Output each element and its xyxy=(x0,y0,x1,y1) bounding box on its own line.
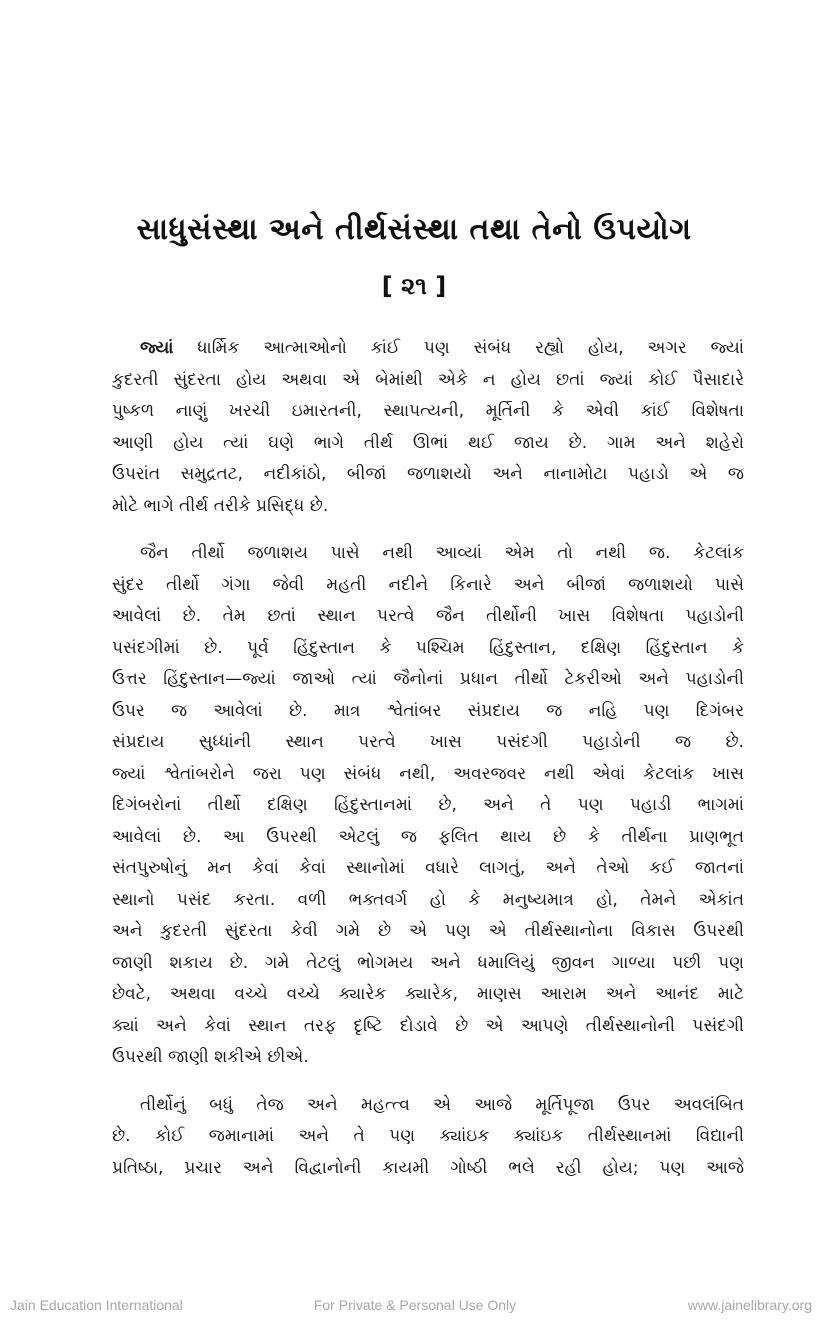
paragraph-3 xyxy=(112,1090,744,1185)
text-line-rest: ધાર્મિક આત્માઓનો કાંઈ પણ સંબંધ રહ્યો હોય, અગર જ્યાં xyxy=(173,338,744,358)
text-line: જાણી શકાય છે. ગમે તેટલું ભોગમય અને ધમાલિયું જીવન ગાળ્યા પછી પણ xyxy=(112,952,744,973)
footer-publisher: Jain Education International xyxy=(10,1297,183,1313)
chapter-number: [ ૨૧ ] xyxy=(381,272,447,300)
text-line: જ્યાં શ્વેતાંબરોને જરા પણ સંબંધ નથી, અવરજવર નથી એવાં કેટલાંક ખાસ xyxy=(112,763,744,784)
lead-word: જ્યાં xyxy=(140,338,174,358)
text-line: છેવટે, અથવા વચ્ચે વચ્ચે ક્યારેક ક્યારેક, માણસ આરામ અને આનંદ માટે xyxy=(112,984,744,1004)
text-line: સ્થાનો પસંદ કરતા. વળી ભક્તવર્ગ હો કે મનુષ્યમાત્ર હો, તેમને એકાંત xyxy=(112,889,744,910)
text-line: સુંદર તીર્થો ગંગા જેવી મહતી નદીને કિનારે અને બીજાં જળાશયો પાસે xyxy=(112,574,744,595)
text-line: કુદરતી સુંદરતા હોય અથવા એ બેમાંથી એકે ન હોય છતાં જ્યાં કોઈ પૈસાદારે xyxy=(112,369,744,390)
text-line: આવેલાં છે. તેમ છતાં સ્થાન પરત્વે જૈન તીર્થોની ખાસ વિશેષતા પહાડોની xyxy=(112,606,744,626)
text-line: તીર્થોનું બધું તેજ અને મહત્ત્વ એ આજે મૂર્તિપૂજા ઉપર અવલંબિત xyxy=(140,1094,744,1115)
footer-usage-notice: For Private & Personal Use Only xyxy=(313,1297,517,1313)
paragraph-2 xyxy=(112,538,744,1074)
text-line: છે. કોઈ જમાનામાં અને તે પણ ક્યાંઇક ક્યાંઇક તીર્થસ્થાનમાં વિદ્યાની xyxy=(112,1126,744,1146)
paragraph-1 xyxy=(112,333,744,522)
text-line: ક્યાં અને કેવાં સ્થાન તરફ દૃષ્ટિ દોડાવે છે એ આપણે તીર્થસ્થાનોની પસંદગી xyxy=(112,1015,744,1036)
text-line: સંપ્રદાય સુધ્ધાંની સ્થાન પરત્વે ખાસ પસંદગી પહાડોની જ છે. xyxy=(112,732,744,752)
text-line: ઉપરાંત સમુદ્રતટ, નદીકાંઠો, બીજાં જળાશયો અને નાનામોટા પહાડો એ જ xyxy=(112,464,744,484)
text-line: પુષ્કળ નાણું ખરચી ઇમારતની, સ્થાપત્યની, મૂર્તિની કે એવી કાંઈ વિશેષતા xyxy=(112,401,744,421)
text-line: ઉપર જ આવેલાં છે. માત્ર શ્વેતાંબર સંપ્રદાય જ નહિ પણ દિગંબર xyxy=(112,700,744,721)
page-footer xyxy=(0,1297,828,1317)
body-text xyxy=(112,333,744,1184)
footer-website-link[interactable]: www.jainelibrary.org xyxy=(687,1297,812,1313)
text-line: પસંદગીમાં છે. પૂર્વ હિંદુસ્તાન કે પશ્ચિમ હિંદુસ્તાન, દક્ષિણ હિંદુસ્તાન કે xyxy=(112,637,744,658)
text-line: ઉત્તર હિંદુસ્તાન—જ્યાં જાઓ ત્યાં જૈનોનાં પ્રધાન તીર્થો ટેકરીઓ અને પહાડોની xyxy=(112,669,744,689)
text-line: સંતપુરુષોનું મન કેવાં કેવાં સ્થાનોમાં વધારે લાગતું, અને તેઓ કઈ જાતનાં xyxy=(112,858,744,878)
text-line: પ્રતિષ્ઠા, પ્રચાર અને વિદ્વાનોની કાયમી ગોષ્ઠી ભલે રહી હોય; પણ આજે xyxy=(112,1157,744,1178)
text-line: અને કુદરતી સુંદરતા કેવી ગમે છે એ પણ એ તીર્થસ્થાનોના વિકાસ ઉપરથી xyxy=(112,921,744,941)
text-line: ઉપરથી જાણી શકીએ છીએ. xyxy=(112,1047,309,1067)
text-line: મોટે ભાગે તીર્થ તરીકે પ્રસિદ્ધ છે. xyxy=(112,495,329,516)
text-line: આણી હોય ત્યાં ઘણે ભાગે તીર્થ ઊભાં થઈ જાય છે. ગામ અને શહેરો xyxy=(112,432,744,453)
page-title: સાધુસંસ્થા અને તીર્થસંસ્થા તથા તેનો ઉપયોગ xyxy=(136,212,692,247)
text-line xyxy=(112,333,744,365)
text-line: દિગંબરોનાં તીર્થો દક્ષિણ હિંદુસ્તાનમાં છે, અને તે પણ પહાડી ભાગમાં xyxy=(112,795,744,815)
text-line: જૈન તીર્થો જળાશય પાસે નથી આવ્યાં એમ તો નથી જ. કેટલાંક xyxy=(140,543,744,563)
text-line: આવેલાં છે. આ ઉપરથી એટલું જ ફલિત થાય છે કે તીર્થના પ્રાણભૂત xyxy=(112,826,744,847)
